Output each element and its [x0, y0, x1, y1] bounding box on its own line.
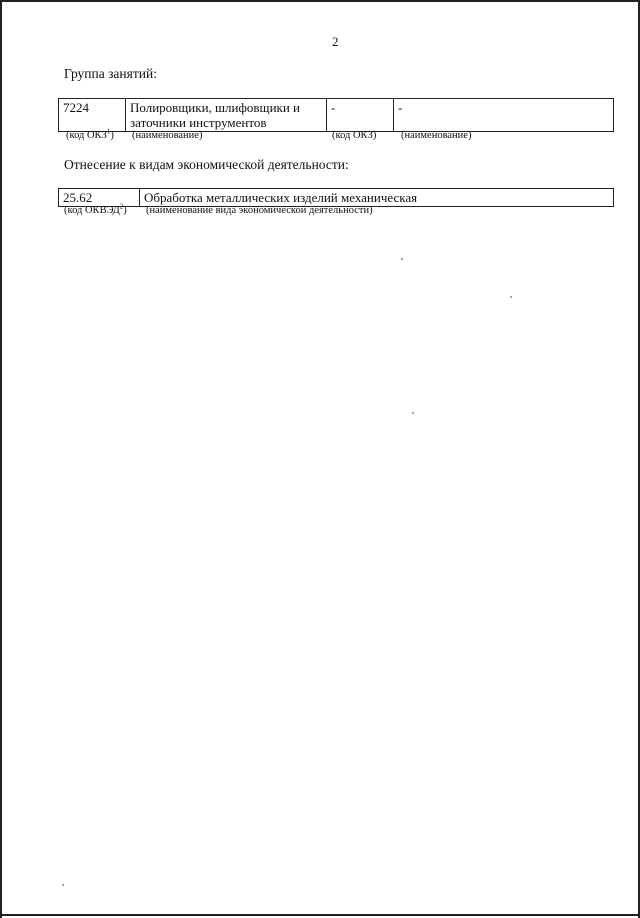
okz-name-line2: заточники инструментов	[130, 115, 267, 130]
okz-name-caption: (наименование)	[132, 130, 203, 141]
footnote-ref-2: 2	[119, 202, 124, 211]
footnote-ref-1: 1	[106, 127, 111, 136]
scan-border-top	[0, 0, 640, 2]
occupation-group-heading: Группа занятий:	[64, 66, 157, 81]
okved-name-cell	[140, 189, 614, 207]
okz-name-line1: Полировщики, шлифовщики и	[130, 100, 301, 115]
okz-code2: -	[331, 100, 336, 115]
okz-name2: -	[398, 100, 403, 115]
page-number: 2	[332, 34, 339, 49]
table-row	[59, 189, 614, 207]
okz-name2-caption: (наименование)	[401, 130, 472, 141]
okz-code-caption-text: (код ОКЗ	[66, 130, 107, 141]
scan-border-bottom	[0, 914, 640, 916]
okved-name-caption: (наименование вида экономической деятельности)	[146, 205, 373, 216]
occupation-group-table	[58, 98, 614, 132]
okved-code: 25.62	[63, 190, 93, 205]
scan-speck	[62, 884, 64, 886]
okz-code-caption-close: )	[110, 130, 114, 141]
okz-name2-cell	[394, 99, 614, 132]
scan-speck	[510, 296, 512, 298]
okz-code: 7224	[63, 100, 89, 115]
okz-code-caption	[66, 127, 114, 141]
okved-code-caption	[64, 202, 127, 216]
okz-code2-cell	[327, 99, 394, 132]
okved-name: Обработка металлических изделий механическая	[144, 190, 418, 205]
scan-border-left	[0, 0, 2, 918]
okved-code-cell	[59, 189, 140, 207]
okz-code2-caption: (код ОКЗ)	[332, 130, 377, 141]
table-row	[59, 99, 614, 132]
okz-code-cell	[59, 99, 126, 132]
okz-name-cell	[126, 99, 327, 132]
okved-code-caption-text: (код ОКВЭД	[64, 205, 120, 216]
scan-speck	[401, 258, 403, 260]
economic-activity-heading: Отнесение к видам экономической деятельности:	[64, 157, 349, 172]
okved-code-caption-close: )	[123, 205, 127, 216]
scan-speck	[412, 412, 414, 414]
